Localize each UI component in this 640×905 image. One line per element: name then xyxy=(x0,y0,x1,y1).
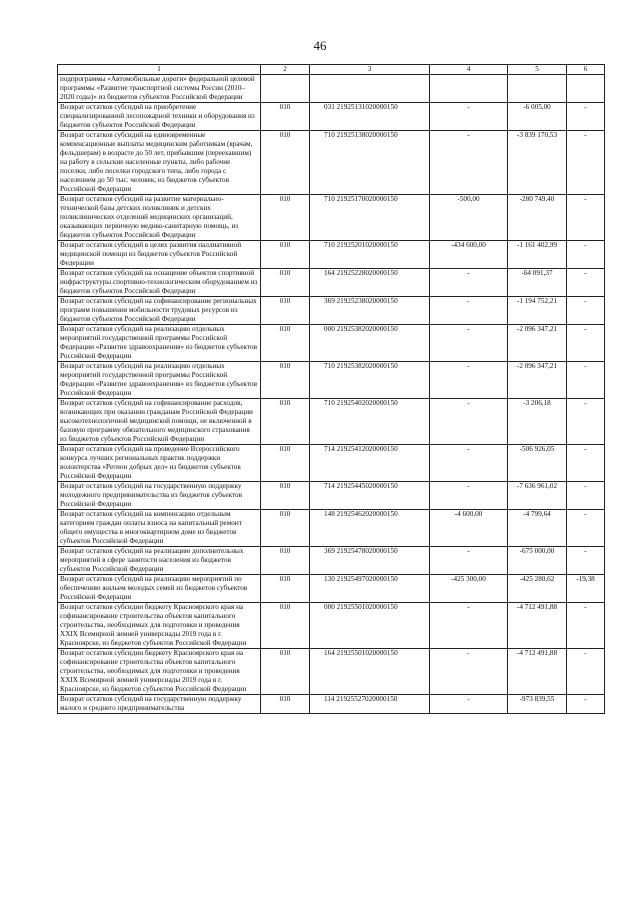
row-col5-cell: -973 839,55 xyxy=(508,695,567,714)
row-name-cell: Возврат остатков субсидий на реализацию дополнительных мероприятий в сфере занятости населения из бюджетов субъектов Российской Федерации xyxy=(58,547,261,575)
row-kbk-cell: 164 21925501020000150 xyxy=(310,649,430,695)
row-col6-cell: - xyxy=(567,482,605,510)
row-col6-cell: - xyxy=(567,362,605,399)
column-header: 5 xyxy=(508,65,567,75)
row-name-cell: Возврат остатков субсидий на оснащение объектов спортивной инфраструктуры спортивно-технологическим оборудованием из бюджетов субъектов Российской Федерации xyxy=(58,269,261,297)
row-col5-cell: -6 005,00 xyxy=(508,103,567,131)
row-col4-cell: - xyxy=(430,131,508,195)
row-col4-cell: - xyxy=(430,399,508,445)
row-col6-cell: - xyxy=(567,510,605,547)
row-kbk-cell: 714 21925445020000150 xyxy=(310,482,430,510)
table-row xyxy=(58,297,605,325)
row-col5-cell: -3 839 170,53 xyxy=(508,131,567,195)
row-col4-cell: - xyxy=(430,445,508,482)
row-col6-cell: - xyxy=(567,547,605,575)
row-col6-cell xyxy=(567,75,605,103)
row-kbk-cell: 000 21925501020000150 xyxy=(310,603,430,649)
row-name-cell: Возврат остатков субсидий на государственную поддержку малого и среднего предпринимательства xyxy=(58,695,261,714)
row-col4-cell: - xyxy=(430,603,508,649)
row-name-cell: Возврат остатков субсидий на компенсацию отдельным категориям граждан оплаты взноса на капитальный ремонт общего имущества в многоквартирном доме из бюджетов субъектов Российской Федерации xyxy=(58,510,261,547)
row-col6-cell: - xyxy=(567,131,605,195)
row-name-cell: Возврат остатков субсидий на единовременные компенсационные выплаты медицинским работникам (врачам, фельдшерам) в возрасте до 50 лет, прибывшим (переехавшим) на работу в сельские населенные пункты, либо рабочие поселки, либо поселки городского типа, либо города с населением до 50 тыс. человек, из бюджетов субъектов Российской Федерации xyxy=(58,131,261,195)
row-col6-cell: - xyxy=(567,241,605,269)
table-row xyxy=(58,510,605,547)
row-code-cell: 010 xyxy=(261,195,310,241)
row-col5-cell: -506 926,05 xyxy=(508,445,567,482)
row-col5-cell: -1 161 402,99 xyxy=(508,241,567,269)
row-code-cell: 010 xyxy=(261,445,310,482)
row-name-cell: Возврат остатков субсидий на софинансирование расходов, возникающих при оказании гражданам Российской Федерации высокотехнологичной медицинской помощи, не включенной в базовую программу обязательного медицинского страхования из бюджетов субъектов Российской Федерации xyxy=(58,399,261,445)
row-code-cell: 010 xyxy=(261,649,310,695)
row-col5-cell: -2 096 347,21 xyxy=(508,362,567,399)
row-col4-cell: -500,00 xyxy=(430,195,508,241)
row-code-cell: 010 xyxy=(261,103,310,131)
row-code-cell: 010 xyxy=(261,269,310,297)
table-row xyxy=(58,603,605,649)
row-kbk-cell: 130 21925497020000150 xyxy=(310,575,430,603)
row-kbk-cell: 031 21925131020000150 xyxy=(310,103,430,131)
column-header: 6 xyxy=(567,65,605,75)
row-col6-cell: -19,38 xyxy=(567,575,605,603)
row-code-cell: 010 xyxy=(261,695,310,714)
row-col5-cell: -4 712 491,88 xyxy=(508,603,567,649)
row-code-cell: 010 xyxy=(261,510,310,547)
table-row xyxy=(58,445,605,482)
row-name-cell: Возврат остатков субсидий на государственную поддержку молодежного предпринимательства из бюджетов субъектов Российской Федерации xyxy=(58,482,261,510)
row-col4-cell: - xyxy=(430,547,508,575)
table-row xyxy=(58,362,605,399)
row-code-cell: 010 xyxy=(261,241,310,269)
row-kbk-cell: 000 21925382020000150 xyxy=(310,325,430,362)
row-code-cell xyxy=(261,75,310,103)
column-header: 2 xyxy=(261,65,310,75)
row-kbk-cell: 710 21925170020000150 xyxy=(310,195,430,241)
row-code-cell: 010 xyxy=(261,547,310,575)
row-code-cell: 010 xyxy=(261,603,310,649)
row-name-cell: подпрограммы «Автомобильные дороги» федеральной целевой программы «Развитие транспортной системы России (2010–2020 годы)» из бюджетов субъектов Российской Федерации xyxy=(58,75,261,103)
row-kbk-cell: 369 21925238020000150 xyxy=(310,297,430,325)
row-col4-cell: -434 600,00 xyxy=(430,241,508,269)
row-col4-cell xyxy=(430,75,508,103)
table-header-row xyxy=(58,65,605,75)
table-row xyxy=(58,241,605,269)
column-header: 3 xyxy=(310,65,430,75)
row-kbk-cell: 710 21925138020000150 xyxy=(310,131,430,195)
table-row xyxy=(58,195,605,241)
row-code-cell: 010 xyxy=(261,482,310,510)
page-number: 46 xyxy=(313,38,327,53)
row-col4-cell: - xyxy=(430,325,508,362)
budget-table xyxy=(57,64,605,714)
row-kbk-cell xyxy=(310,75,430,103)
row-name-cell: Возврат остатков субсидий на приобретение специализированной лесопожарной техники и оборудования из бюджетов субъектов Российской Федерации xyxy=(58,103,261,131)
row-col6-cell: - xyxy=(567,325,605,362)
table-row xyxy=(58,649,605,695)
row-col5-cell: -425 280,62 xyxy=(508,575,567,603)
row-code-cell: 010 xyxy=(261,131,310,195)
row-col5-cell: -280 749,40 xyxy=(508,195,567,241)
row-col4-cell: -4 600,00 xyxy=(430,510,508,547)
row-col6-cell: - xyxy=(567,269,605,297)
table-row xyxy=(58,75,605,103)
row-col5-cell: -2 096 347,21 xyxy=(508,325,567,362)
table-row xyxy=(58,547,605,575)
row-name-cell: Возврат остатков субсидий на реализацию отдельных мероприятий государственной программы Российской Федерации «Развитие здравоохранения» из бюджетов субъектов Российской Федерации xyxy=(58,362,261,399)
row-col5-cell: -4 799,64 xyxy=(508,510,567,547)
row-col6-cell: - xyxy=(567,195,605,241)
row-col6-cell: - xyxy=(567,649,605,695)
row-col6-cell: - xyxy=(567,103,605,131)
table-row xyxy=(58,325,605,362)
row-col4-cell: - xyxy=(430,482,508,510)
row-name-cell: Возврат остатков субсидий на реализацию отдельных мероприятий государственной программы Российской Федерации «Развитие здравоохранения» из бюджетов субъектов Российской Федерации xyxy=(58,325,261,362)
column-header: 1 xyxy=(58,65,261,75)
row-name-cell: Возврат остатков субсидий на проведение Всероссийского конкурса лучших региональных практик поддержки волонтерства «Регион добрых дел» из бюджетов субъектов Российской Федерации xyxy=(58,445,261,482)
row-col4-cell: - xyxy=(430,695,508,714)
row-kbk-cell: 710 21925382020000150 xyxy=(310,362,430,399)
row-col5-cell: -675 000,00 xyxy=(508,547,567,575)
table-row xyxy=(58,482,605,510)
row-kbk-cell: 148 21925462020000150 xyxy=(310,510,430,547)
row-kbk-cell: 710 21925402020000150 xyxy=(310,399,430,445)
row-col6-cell: - xyxy=(567,445,605,482)
row-code-cell: 010 xyxy=(261,362,310,399)
row-col5-cell: -7 636 961,02 xyxy=(508,482,567,510)
row-col4-cell: -425 300,00 xyxy=(430,575,508,603)
row-name-cell: Возврат остатков субсидии бюджету Красноярского края на софинансирование строительства объектов капитального строительства, необходимых для подготовки и проведения XXIX Всемирной зимней универсиады 2019 года в г. Красноярске, из бюджетов субъектов Российской Федерации xyxy=(58,603,261,649)
row-kbk-cell: 114 21925527020000150 xyxy=(310,695,430,714)
row-name-cell: Возврат остатков субсидии бюджету Красноярского края на софинансирование строительства объектов капитального строительства, необходимых для подготовки и проведения XXIX Всемирной зимней универсиады 2019 года в г. Красноярске, из бюджетов субъектов Российской Федерации xyxy=(58,649,261,695)
column-header: 4 xyxy=(430,65,508,75)
row-kbk-cell: 710 21925201020000150 xyxy=(310,241,430,269)
row-col4-cell: - xyxy=(430,103,508,131)
row-col4-cell: - xyxy=(430,362,508,399)
row-col5-cell: -1 194 752,21 xyxy=(508,297,567,325)
row-kbk-cell: 164 21925228020000150 xyxy=(310,269,430,297)
row-name-cell: Возврат остатков субсидий на софинансирование региональных программ повышения мобильности трудовых ресурсов из бюджетов субъектов Российской Федерации xyxy=(58,297,261,325)
row-col6-cell: - xyxy=(567,695,605,714)
row-code-cell: 010 xyxy=(261,297,310,325)
row-col5-cell: -64 091,37 xyxy=(508,269,567,297)
table-row xyxy=(58,399,605,445)
row-name-cell: Возврат остатков субсидий в целях развития паллиативной медицинской помощи из бюджетов субъектов Российской Федерации xyxy=(58,241,261,269)
row-code-cell: 010 xyxy=(261,575,310,603)
row-col5-cell: -3 206,18 xyxy=(508,399,567,445)
table-row xyxy=(58,695,605,714)
row-col4-cell: - xyxy=(430,649,508,695)
table-row xyxy=(58,269,605,297)
row-name-cell: Возврат остатков субсидий на реализацию мероприятий по обеспечению жильем молодых семей из бюджетов субъектов Российской Федерации xyxy=(58,575,261,603)
table-row xyxy=(58,131,605,195)
table-row xyxy=(58,103,605,131)
row-col4-cell: - xyxy=(430,297,508,325)
row-kbk-cell: 369 21925478020000150 xyxy=(310,547,430,575)
table-row xyxy=(58,575,605,603)
row-col6-cell: - xyxy=(567,399,605,445)
table-body xyxy=(58,75,605,714)
row-col5-cell xyxy=(508,75,567,103)
row-col6-cell: - xyxy=(567,603,605,649)
row-code-cell: 010 xyxy=(261,325,310,362)
row-col4-cell: - xyxy=(430,269,508,297)
row-col5-cell: -4 712 491,88 xyxy=(508,649,567,695)
row-kbk-cell: 714 21925412020000150 xyxy=(310,445,430,482)
row-name-cell: Возврат остатков субсидий на развитие материально-технической базы детских поликлиник и детских поликлинических отделений медицинских организаций, оказывающих первичную медико-санитарную помощь, из бюджетов субъектов Российской Федерации xyxy=(58,195,261,241)
row-code-cell: 010 xyxy=(261,399,310,445)
row-col6-cell: - xyxy=(567,297,605,325)
